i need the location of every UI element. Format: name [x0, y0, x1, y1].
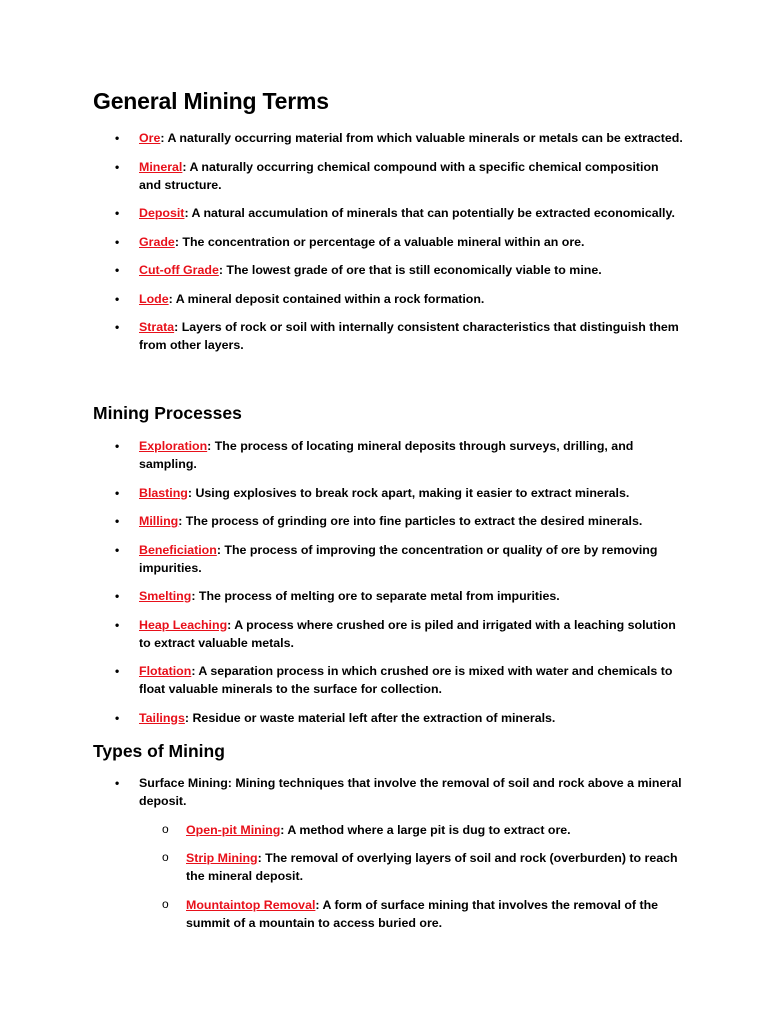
bullet-icon: • — [115, 485, 120, 500]
term-definition: : The removal of overlying layers of soil and rock (overburden) to reach the mineral deposit. — [186, 851, 678, 883]
list-item — [115, 774, 684, 810]
list-item — [115, 318, 684, 354]
bullet-icon: • — [115, 664, 120, 678]
sub-list-item — [162, 821, 686, 839]
bullet-icon: • — [115, 320, 120, 334]
term-link[interactable]: Tailings — [139, 710, 185, 725]
section-heading-processes: Mining Processes — [93, 403, 242, 423]
list-item — [115, 662, 684, 698]
term-link[interactable]: Mountaintop Removal — [186, 897, 316, 912]
bullet-icon: • — [115, 206, 120, 220]
list-item — [115, 709, 684, 727]
term-definition: : Layers of rock or soil with internally consistent characteristics that distinguish them from other layers. — [139, 320, 679, 352]
term-definition: : A naturally occurring chemical compound with a specific chemical composition and structure. — [139, 159, 659, 192]
term-definition: : The process of improving the concentration or quality of ore by removing impurities. — [139, 542, 658, 575]
term-link[interactable]: Flotation — [139, 664, 192, 678]
term-definition: : Using explosives to break rock apart, making it easier to extract minerals. — [187, 485, 630, 500]
list-item — [115, 616, 684, 652]
bullet-icon: • — [115, 159, 120, 174]
term-definition: : The process of grinding ore into fine particles to extract the desired minerals. — [178, 514, 643, 528]
term-link[interactable]: Cut-off Grade — [139, 263, 219, 277]
bullet-icon: • — [115, 542, 120, 557]
types-list — [0, 774, 768, 942]
term-link[interactable]: Lode — [139, 291, 169, 306]
term-definition: : The concentration or percentage of a valuable mineral within an ore. — [174, 234, 585, 249]
term-definition: : The lowest grade of ore that is still economically viable to mine. — [218, 263, 602, 277]
list-item — [115, 541, 684, 577]
term-definition: : The process of locating mineral deposits through surveys, drilling, and sampling. — [139, 439, 634, 471]
bullet-icon: • — [115, 291, 120, 306]
term-link[interactable]: Smelting — [139, 589, 192, 603]
term-link[interactable]: Strip Mining — [186, 851, 258, 865]
list-item — [115, 437, 684, 473]
circle-bullet-icon: o — [162, 850, 169, 864]
term-definition: : A natural accumulation of minerals that can potentially be extracted economically. — [184, 206, 675, 220]
bullet-icon: • — [115, 710, 120, 725]
section-heading-types: Types of Mining — [93, 741, 225, 761]
bullet-icon: • — [115, 776, 120, 790]
term-link[interactable]: Exploration — [139, 439, 208, 453]
bullet-icon: • — [115, 589, 120, 603]
bullet-icon: • — [115, 131, 120, 145]
term-definition: : A process where crushed ore is piled and irrigated with a leaching solution to extract valuable metals. — [139, 617, 676, 650]
term-link[interactable]: Heap Leaching — [139, 617, 228, 632]
term-definition: : A form of surface mining that involves the removal of the summit of a mountain to access buried ore. — [186, 897, 659, 930]
term-definition: : The process of melting ore to separate metal from impurities. — [191, 589, 560, 603]
page-title: General Mining Terms — [93, 88, 329, 114]
bullet-icon: • — [115, 234, 120, 249]
circle-bullet-icon: o — [162, 896, 169, 911]
term-link[interactable]: Open-pit Mining — [186, 822, 281, 837]
surface-mining-text: Surface Mining: Mining techniques that involve the removal of soil and rock above a mineral deposit. — [139, 776, 682, 808]
term-link[interactable]: Ore — [139, 131, 161, 145]
sub-list-item — [162, 849, 686, 885]
term-definition: : A mineral deposit contained within a rock formation. — [168, 291, 485, 306]
bullet-icon: • — [115, 439, 120, 453]
term-link[interactable]: Mineral — [139, 159, 183, 174]
term-definition: : Residue or waste material left after the extraction of minerals. — [184, 710, 556, 725]
bullet-icon: • — [115, 514, 120, 528]
list-item — [115, 587, 684, 605]
term-link[interactable]: Deposit — [139, 206, 185, 220]
term-definition: : A method where a large pit is dug to extract ore. — [280, 822, 571, 837]
term-definition: : A separation process in which crushed ore is mixed with water and chemicals to float valuable minerals to the surface for collection. — [139, 664, 673, 696]
circle-bullet-icon: o — [162, 821, 169, 836]
list-item — [115, 261, 684, 279]
term-definition: : A naturally occurring material from which valuable minerals or metals can be extracted. — [160, 131, 683, 145]
term-link[interactable]: Beneficiation — [139, 542, 217, 557]
processes-list — [0, 437, 768, 737]
list-item — [115, 204, 684, 222]
list-item — [115, 290, 684, 308]
term-link[interactable]: Grade — [139, 234, 175, 249]
term-link[interactable]: Milling — [139, 514, 179, 528]
list-item — [115, 129, 684, 147]
list-item — [115, 233, 684, 251]
general-terms-list — [0, 129, 768, 365]
list-item — [115, 512, 684, 530]
term-link[interactable]: Strata — [139, 320, 175, 334]
list-item — [115, 158, 684, 194]
list-item — [115, 484, 684, 502]
bullet-icon: • — [115, 617, 120, 632]
term-link[interactable]: Blasting — [139, 485, 188, 500]
sub-list-item — [162, 896, 686, 932]
bullet-icon: • — [115, 263, 120, 277]
